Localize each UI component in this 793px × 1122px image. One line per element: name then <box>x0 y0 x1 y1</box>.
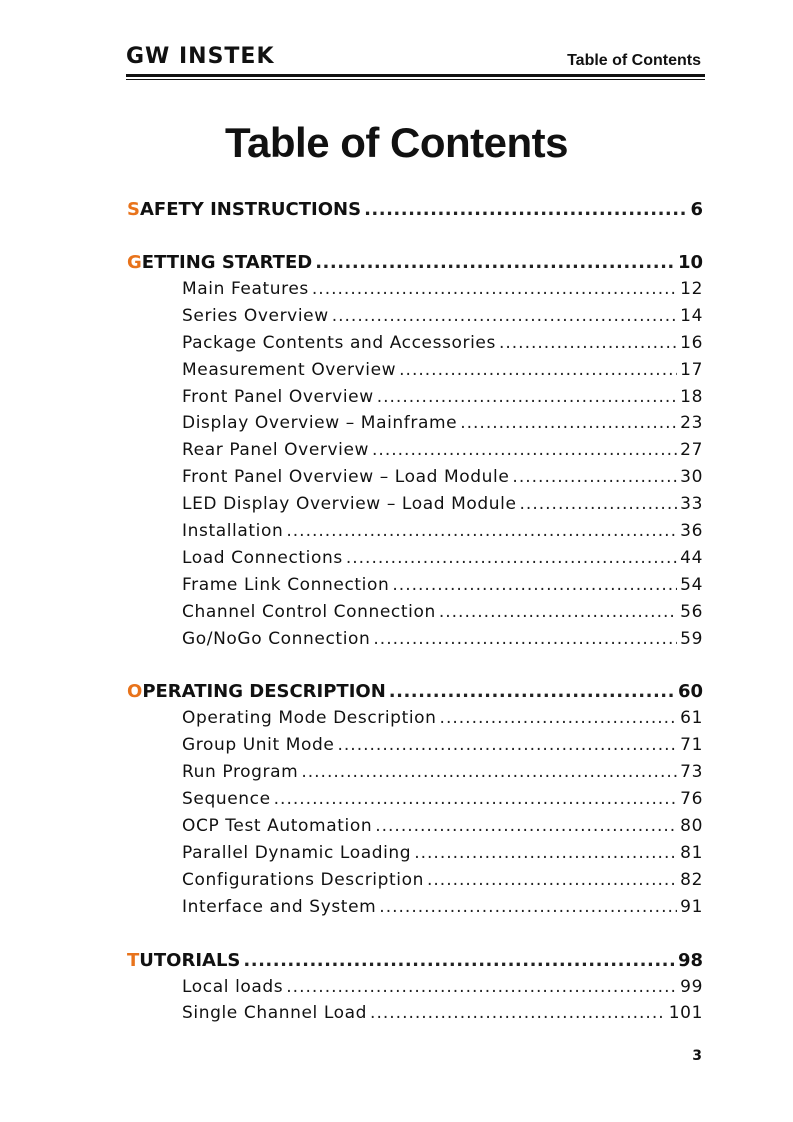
dot-leader <box>499 330 677 357</box>
dot-leader <box>274 786 678 813</box>
toc-entry-label: Group Unit Mode <box>182 735 335 756</box>
dot-leader <box>520 491 678 518</box>
dot-leader <box>372 437 677 464</box>
toc-chapter-initial: S <box>127 199 140 220</box>
toc-page-number: 33 <box>680 494 703 515</box>
toc-page-number: 76 <box>680 789 703 810</box>
toc-entry-label: Package Contents and Accessories <box>182 332 496 353</box>
toc-entry-label: Interface and System <box>182 896 377 917</box>
toc-entry-label: Main Features <box>182 279 309 299</box>
toc-chapter-title: AFETY INSTRUCTIONS <box>139 199 362 220</box>
toc-chapter-title: ETTING STARTED <box>141 252 313 273</box>
toc-chapter-entry[interactable] <box>127 249 703 276</box>
dot-leader <box>389 678 675 705</box>
dot-leader <box>377 384 677 411</box>
toc-page-number: 82 <box>680 869 703 890</box>
dot-leader <box>392 572 677 599</box>
toc-page-number: 60 <box>677 681 703 703</box>
toc-entry[interactable] <box>127 518 703 545</box>
dot-leader <box>373 626 677 653</box>
toc-entry[interactable] <box>127 867 703 894</box>
toc-entry[interactable] <box>127 894 703 921</box>
toc-entry[interactable] <box>127 384 703 411</box>
toc-entry-label: Installation <box>182 521 284 542</box>
toc-page-number: 73 <box>680 762 703 783</box>
dot-leader <box>399 357 677 384</box>
toc-entry[interactable] <box>127 437 703 464</box>
toc-entry-label: Operating Mode Description <box>182 708 437 729</box>
toc-entry[interactable] <box>127 464 703 491</box>
toc-entry[interactable] <box>127 705 703 732</box>
dot-leader <box>512 464 677 491</box>
toc-entry[interactable] <box>127 276 703 303</box>
toc-page-number: 18 <box>680 386 703 407</box>
toc-entry-label: Measurement Overview <box>182 359 397 380</box>
toc-entry[interactable] <box>127 974 703 1001</box>
toc-page-number: 30 <box>680 467 703 488</box>
toc-entry-label: Local loads <box>182 976 284 997</box>
toc-page-number: 12 <box>680 279 703 299</box>
page-number: 3 <box>692 1048 702 1064</box>
toc-entry[interactable] <box>127 491 703 518</box>
dot-leader <box>370 1000 666 1027</box>
table-of-contents <box>127 196 703 1053</box>
toc-page-number: 36 <box>680 521 703 542</box>
dot-leader <box>439 599 677 626</box>
dot-leader <box>379 894 677 921</box>
toc-entry[interactable] <box>127 813 703 840</box>
dot-leader <box>312 276 677 303</box>
toc-chapter-entry[interactable] <box>127 947 703 974</box>
toc-chapter-title: UTORIALS <box>139 949 241 971</box>
toc-entry[interactable] <box>127 759 703 786</box>
toc-page-number: 56 <box>680 601 703 622</box>
toc-page-number: 91 <box>680 896 703 917</box>
toc-entry-label: Sequence <box>182 789 271 810</box>
toc-chapter-entry[interactable] <box>127 678 703 705</box>
toc-entry[interactable] <box>127 1000 703 1027</box>
toc-chapter-label <box>127 196 361 223</box>
toc-entry[interactable] <box>127 732 703 759</box>
toc-page-number: 80 <box>680 816 703 837</box>
toc-page-number: 27 <box>680 440 703 461</box>
toc-section <box>127 249 703 652</box>
toc-page-number: 54 <box>680 574 703 595</box>
dot-leader <box>440 705 678 732</box>
toc-entry-label: Frame Link Connection <box>182 574 390 595</box>
toc-page-number: 59 <box>680 628 703 649</box>
toc-entry-label: Series Overview <box>182 305 329 326</box>
toc-page-number: 17 <box>680 359 703 380</box>
toc-chapter-initial: G <box>127 252 142 273</box>
dot-leader <box>243 947 675 974</box>
toc-page-number: 101 <box>668 1003 703 1024</box>
toc-entry[interactable] <box>127 572 703 599</box>
toc-page-number: 16 <box>680 332 703 353</box>
toc-entry-label: Front Panel Overview – Load Module <box>182 467 510 488</box>
page-title: Table of Contents <box>224 119 569 166</box>
dot-leader <box>414 840 677 867</box>
dot-leader <box>375 813 677 840</box>
dot-leader <box>301 759 677 786</box>
dot-leader <box>427 867 677 894</box>
toc-page-number: 23 <box>680 413 703 434</box>
toc-entry-label: Single Channel Load <box>182 1003 368 1024</box>
dot-leader <box>460 410 677 437</box>
toc-entry-label: Parallel Dynamic Loading <box>182 842 412 863</box>
toc-page-number: 99 <box>680 976 703 997</box>
toc-entry-label: Run Program <box>182 762 299 783</box>
toc-page-number: 81 <box>680 842 703 863</box>
toc-entry[interactable] <box>127 410 703 437</box>
dot-leader <box>286 974 677 1001</box>
toc-entry[interactable] <box>127 357 703 384</box>
toc-entry-label: Configurations Description <box>182 869 424 890</box>
toc-entry-label: LED Display Overview – Load Module <box>182 494 517 515</box>
toc-chapter-label <box>127 249 312 276</box>
toc-entry[interactable] <box>127 626 703 653</box>
toc-chapter-initial: O <box>127 681 143 703</box>
toc-entry[interactable] <box>127 840 703 867</box>
dot-leader <box>338 732 678 759</box>
toc-chapter-entry[interactable] <box>127 196 703 223</box>
toc-entry[interactable] <box>127 599 703 626</box>
toc-entry-label: Channel Control Connection <box>182 601 436 622</box>
toc-section <box>127 947 703 1028</box>
toc-page-number: 6 <box>690 199 703 220</box>
dot-leader <box>286 518 677 545</box>
toc-entry[interactable] <box>127 330 703 357</box>
toc-page-number: 61 <box>680 708 703 729</box>
toc-entry[interactable] <box>127 303 703 330</box>
toc-page-number: 98 <box>677 949 703 971</box>
toc-page-number: 71 <box>680 735 703 756</box>
toc-entry-label: Rear Panel Overview <box>182 440 370 461</box>
toc-section <box>127 196 703 223</box>
toc-page-number: 44 <box>680 547 703 568</box>
dot-leader <box>364 196 687 223</box>
toc-chapter-label <box>127 947 240 974</box>
toc-chapter-initial: T <box>127 949 140 971</box>
toc-entry-label: Go/NoGo Connection <box>182 628 371 649</box>
header-title: Table of Contents <box>567 52 701 69</box>
page-header <box>126 42 705 82</box>
toc-chapter-title: PERATING DESCRIPTION <box>142 681 386 703</box>
toc-section <box>127 678 703 920</box>
dot-leader <box>315 249 675 276</box>
toc-page-number: 14 <box>680 305 703 326</box>
toc-entry[interactable] <box>127 786 703 813</box>
toc-entry-label: Load Connections <box>182 547 343 568</box>
toc-entry-label: Display Overview – Mainframe <box>182 413 458 434</box>
header-rule-thin <box>126 79 705 80</box>
header-rule-thick <box>126 74 705 77</box>
dot-leader <box>332 303 677 330</box>
toc-chapter-label <box>127 678 386 705</box>
toc-page-number: 10 <box>677 252 703 273</box>
toc-entry-label: OCP Test Automation <box>182 816 373 837</box>
toc-entry-label: Front Panel Overview <box>182 386 374 407</box>
toc-entry[interactable] <box>127 545 703 572</box>
dot-leader <box>346 545 677 572</box>
gw-instek-logo: GW INSTEK <box>126 44 275 69</box>
